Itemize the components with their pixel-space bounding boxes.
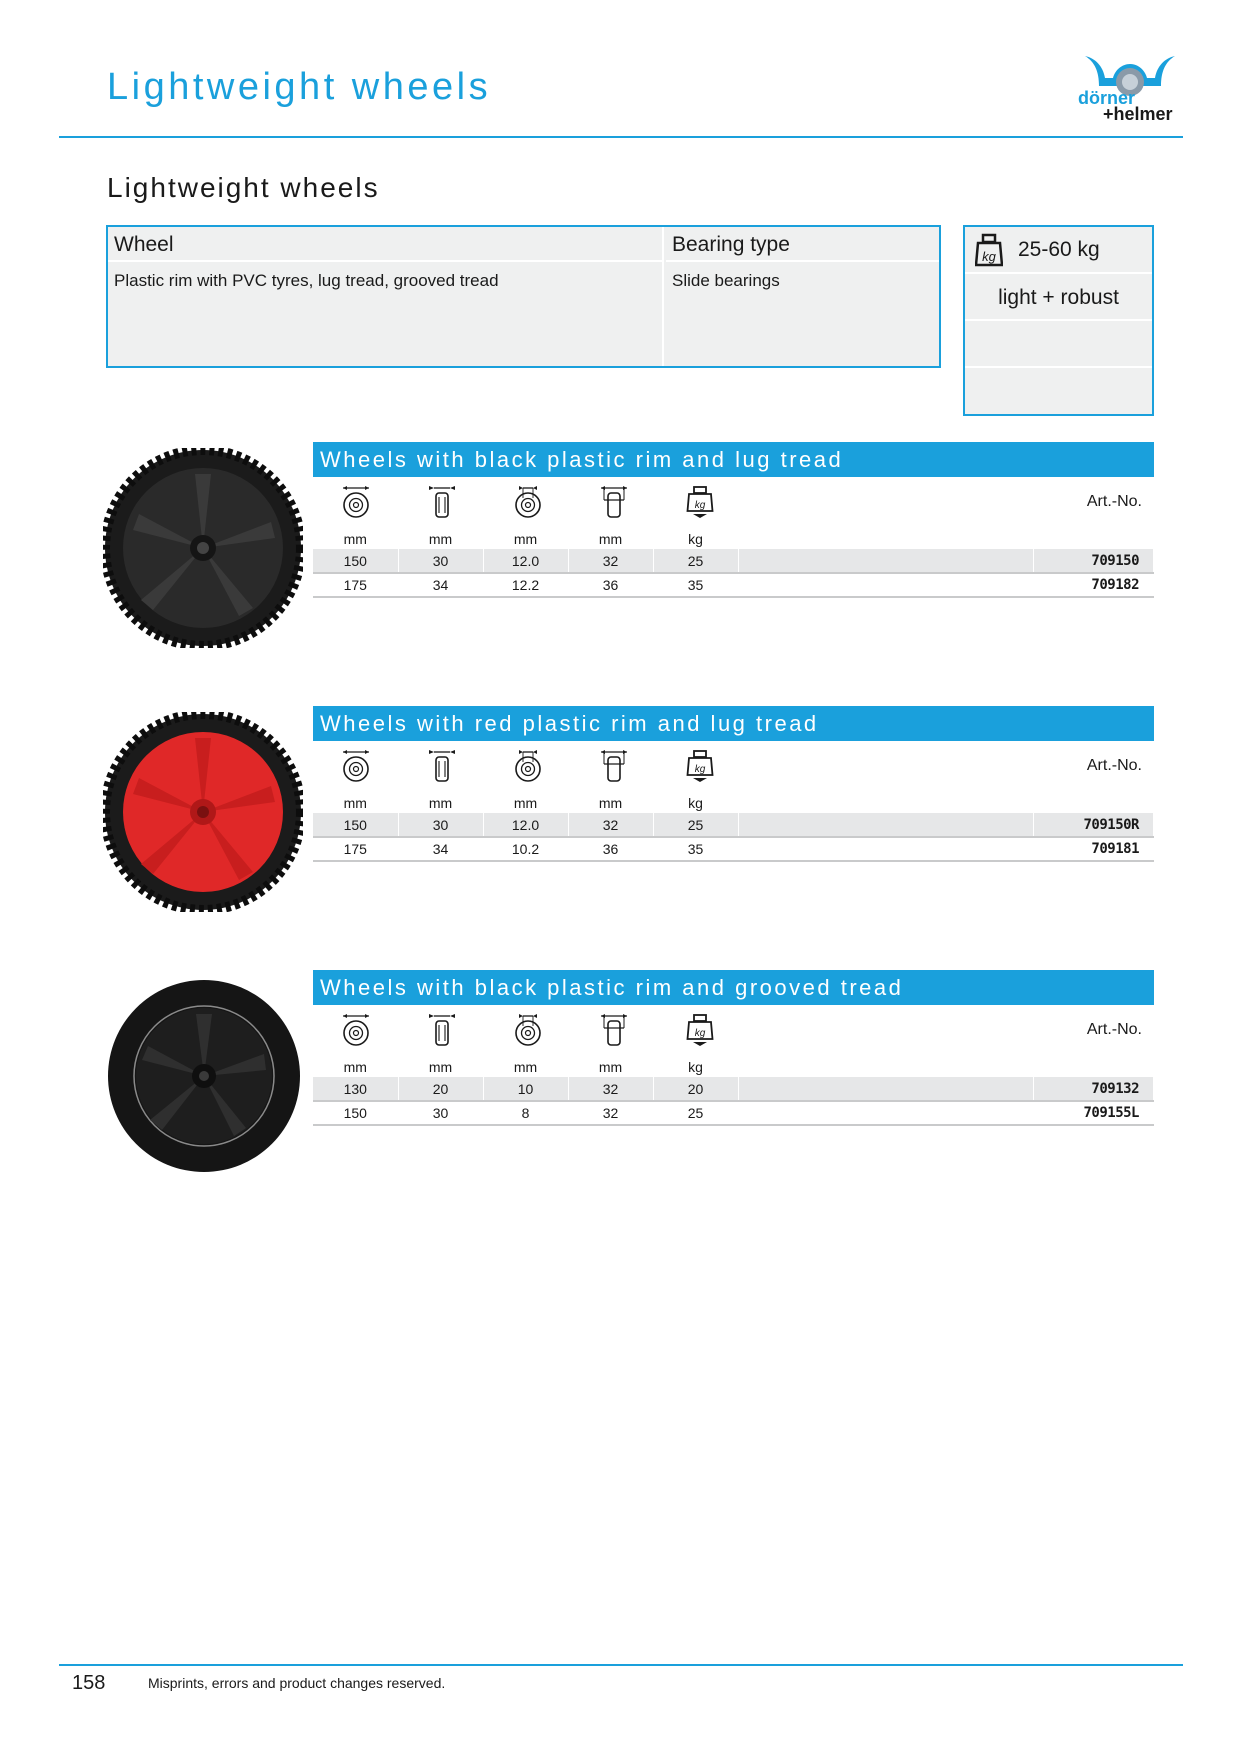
wheel-diameter-icon (313, 485, 399, 519)
column-icon-row (313, 1005, 1154, 1057)
table-cell: 34 (398, 837, 483, 861)
header-rule (59, 136, 1183, 138)
page-number: 158 (72, 1672, 106, 1694)
column-icon-row (313, 477, 1154, 529)
unit-label: mm (483, 529, 568, 549)
unit-label: mm (568, 793, 653, 813)
wheel-block-black-lug (313, 442, 1154, 598)
article-number: 709155L (1034, 1101, 1154, 1125)
wheel-image-black-lug (103, 448, 303, 653)
spec-wheel-column (108, 227, 664, 366)
wheel-table (313, 1057, 1154, 1126)
unit-label: mm (483, 1057, 568, 1077)
article-number: 709182 (1034, 573, 1154, 597)
table-cell: 25 (653, 1101, 738, 1125)
load-label: light + robust (998, 286, 1119, 309)
column-icon-row (313, 741, 1154, 793)
unit-label: mm (568, 529, 653, 549)
spec-wheel-heading: Wheel (108, 227, 662, 262)
wheel-block-red-lug (313, 706, 1154, 862)
table-row (313, 1077, 1154, 1101)
unit-label: mm (313, 793, 398, 813)
hub-length-icon (571, 1013, 657, 1047)
art-no-label: Art.-No. (1086, 1021, 1142, 1038)
article-number: 709132 (1034, 1077, 1154, 1101)
table-cell: 25 (653, 813, 738, 837)
article-number: 709150R (1034, 813, 1154, 837)
load-capacity-icon (657, 1013, 743, 1047)
unit-label: mm (313, 1057, 398, 1077)
bore-diameter-icon (485, 1013, 571, 1047)
wheel-diameter-icon (313, 749, 399, 783)
dorner-helmer-logo (1075, 44, 1185, 124)
table-cell: 34 (398, 573, 483, 597)
table-cell: 12.0 (483, 813, 568, 837)
svg-text:kg: kg (694, 500, 706, 511)
svg-text:kg: kg (982, 249, 996, 264)
table-cell: 35 (653, 573, 738, 597)
load-range-row (965, 227, 1152, 274)
wheel-width-icon (399, 749, 485, 783)
load-capacity-icon (657, 749, 743, 783)
section-title: Lightweight wheels (107, 172, 380, 203)
block-title: Wheels with black plastic rim and grooved tread (313, 970, 1154, 1005)
table-cell: 175 (313, 837, 398, 861)
hub-length-icon (571, 749, 657, 783)
load-capacity-icon (657, 485, 743, 519)
table-cell: 32 (568, 813, 653, 837)
hub-length-icon (571, 485, 657, 519)
spec-bearing-description: Slide bearings (672, 271, 780, 290)
svg-text:dörner: dörner (1078, 88, 1136, 108)
table-cell: 36 (568, 573, 653, 597)
unit-label: mm (483, 793, 568, 813)
table-cell: 35 (653, 837, 738, 861)
table-cell: 32 (568, 1101, 653, 1125)
footer-rule (59, 1664, 1183, 1666)
table-cell: 12.2 (483, 573, 568, 597)
load-empty-row (965, 368, 1152, 415)
wheel-image-red-lug (103, 712, 303, 917)
unit-label: mm (398, 793, 483, 813)
spec-bearing-heading: Bearing type (666, 227, 939, 262)
table-cell: 150 (313, 549, 398, 573)
spec-table (106, 225, 941, 368)
table-cell: 150 (313, 1101, 398, 1125)
table-cell: 36 (568, 837, 653, 861)
table-cell: 25 (653, 549, 738, 573)
spec-wheel-description: Plastic rim with PVC tyres, lug tread, grooved tread (114, 271, 499, 290)
art-no-label: Art.-No. (1086, 493, 1142, 510)
table-cell: 32 (568, 1077, 653, 1101)
table-cell: 10.2 (483, 837, 568, 861)
art-no-label: Art.-No. (1086, 757, 1142, 774)
spec-bearing-column (666, 227, 939, 366)
table-cell: 150 (313, 813, 398, 837)
svg-text:+helmer: +helmer (1103, 104, 1173, 124)
wheel-width-icon (399, 1013, 485, 1047)
bore-diameter-icon (485, 485, 571, 519)
wheel-table (313, 529, 1154, 598)
load-capacity-box (963, 225, 1154, 416)
table-cell: 130 (313, 1077, 398, 1101)
table-cell: 12.0 (483, 549, 568, 573)
table-cell: 30 (398, 549, 483, 573)
svg-text:kg: kg (694, 1028, 706, 1039)
page-title: Lightweight wheels (107, 66, 492, 108)
unit-label: kg (653, 793, 738, 813)
table-cell: 8 (483, 1101, 568, 1125)
unit-label: mm (313, 529, 398, 549)
table-cell: 30 (398, 1101, 483, 1125)
table-row (313, 837, 1154, 861)
block-title: Wheels with black plastic rim and lug tread (313, 442, 1154, 477)
article-number: 709181 (1034, 837, 1154, 861)
table-row (313, 813, 1154, 837)
weight-icon (975, 231, 1003, 269)
unit-label: kg (653, 529, 738, 549)
load-label-row (965, 274, 1152, 321)
load-range: 25-60 kg (1018, 238, 1100, 261)
wheel-width-icon (399, 485, 485, 519)
unit-label: mm (398, 529, 483, 549)
unit-label: mm (398, 1057, 483, 1077)
table-cell: 175 (313, 573, 398, 597)
svg-text:kg: kg (694, 764, 706, 775)
table-cell: 30 (398, 813, 483, 837)
table-row (313, 549, 1154, 573)
table-cell: 20 (398, 1077, 483, 1101)
wheel-table (313, 793, 1154, 862)
table-row (313, 573, 1154, 597)
unit-label: kg (653, 1057, 738, 1077)
article-number: 709150 (1034, 549, 1154, 573)
table-row (313, 1101, 1154, 1125)
load-empty-row (965, 321, 1152, 368)
table-cell: 32 (568, 549, 653, 573)
block-title: Wheels with red plastic rim and lug tread (313, 706, 1154, 741)
table-cell: 10 (483, 1077, 568, 1101)
unit-label: mm (568, 1057, 653, 1077)
bore-diameter-icon (485, 749, 571, 783)
wheel-image-black-grooved (106, 978, 302, 1179)
footer-note: Misprints, errors and product changes reserved. (148, 1675, 446, 1691)
wheel-block-black-grooved (313, 970, 1154, 1126)
wheel-diameter-icon (313, 1013, 399, 1047)
table-cell: 20 (653, 1077, 738, 1101)
